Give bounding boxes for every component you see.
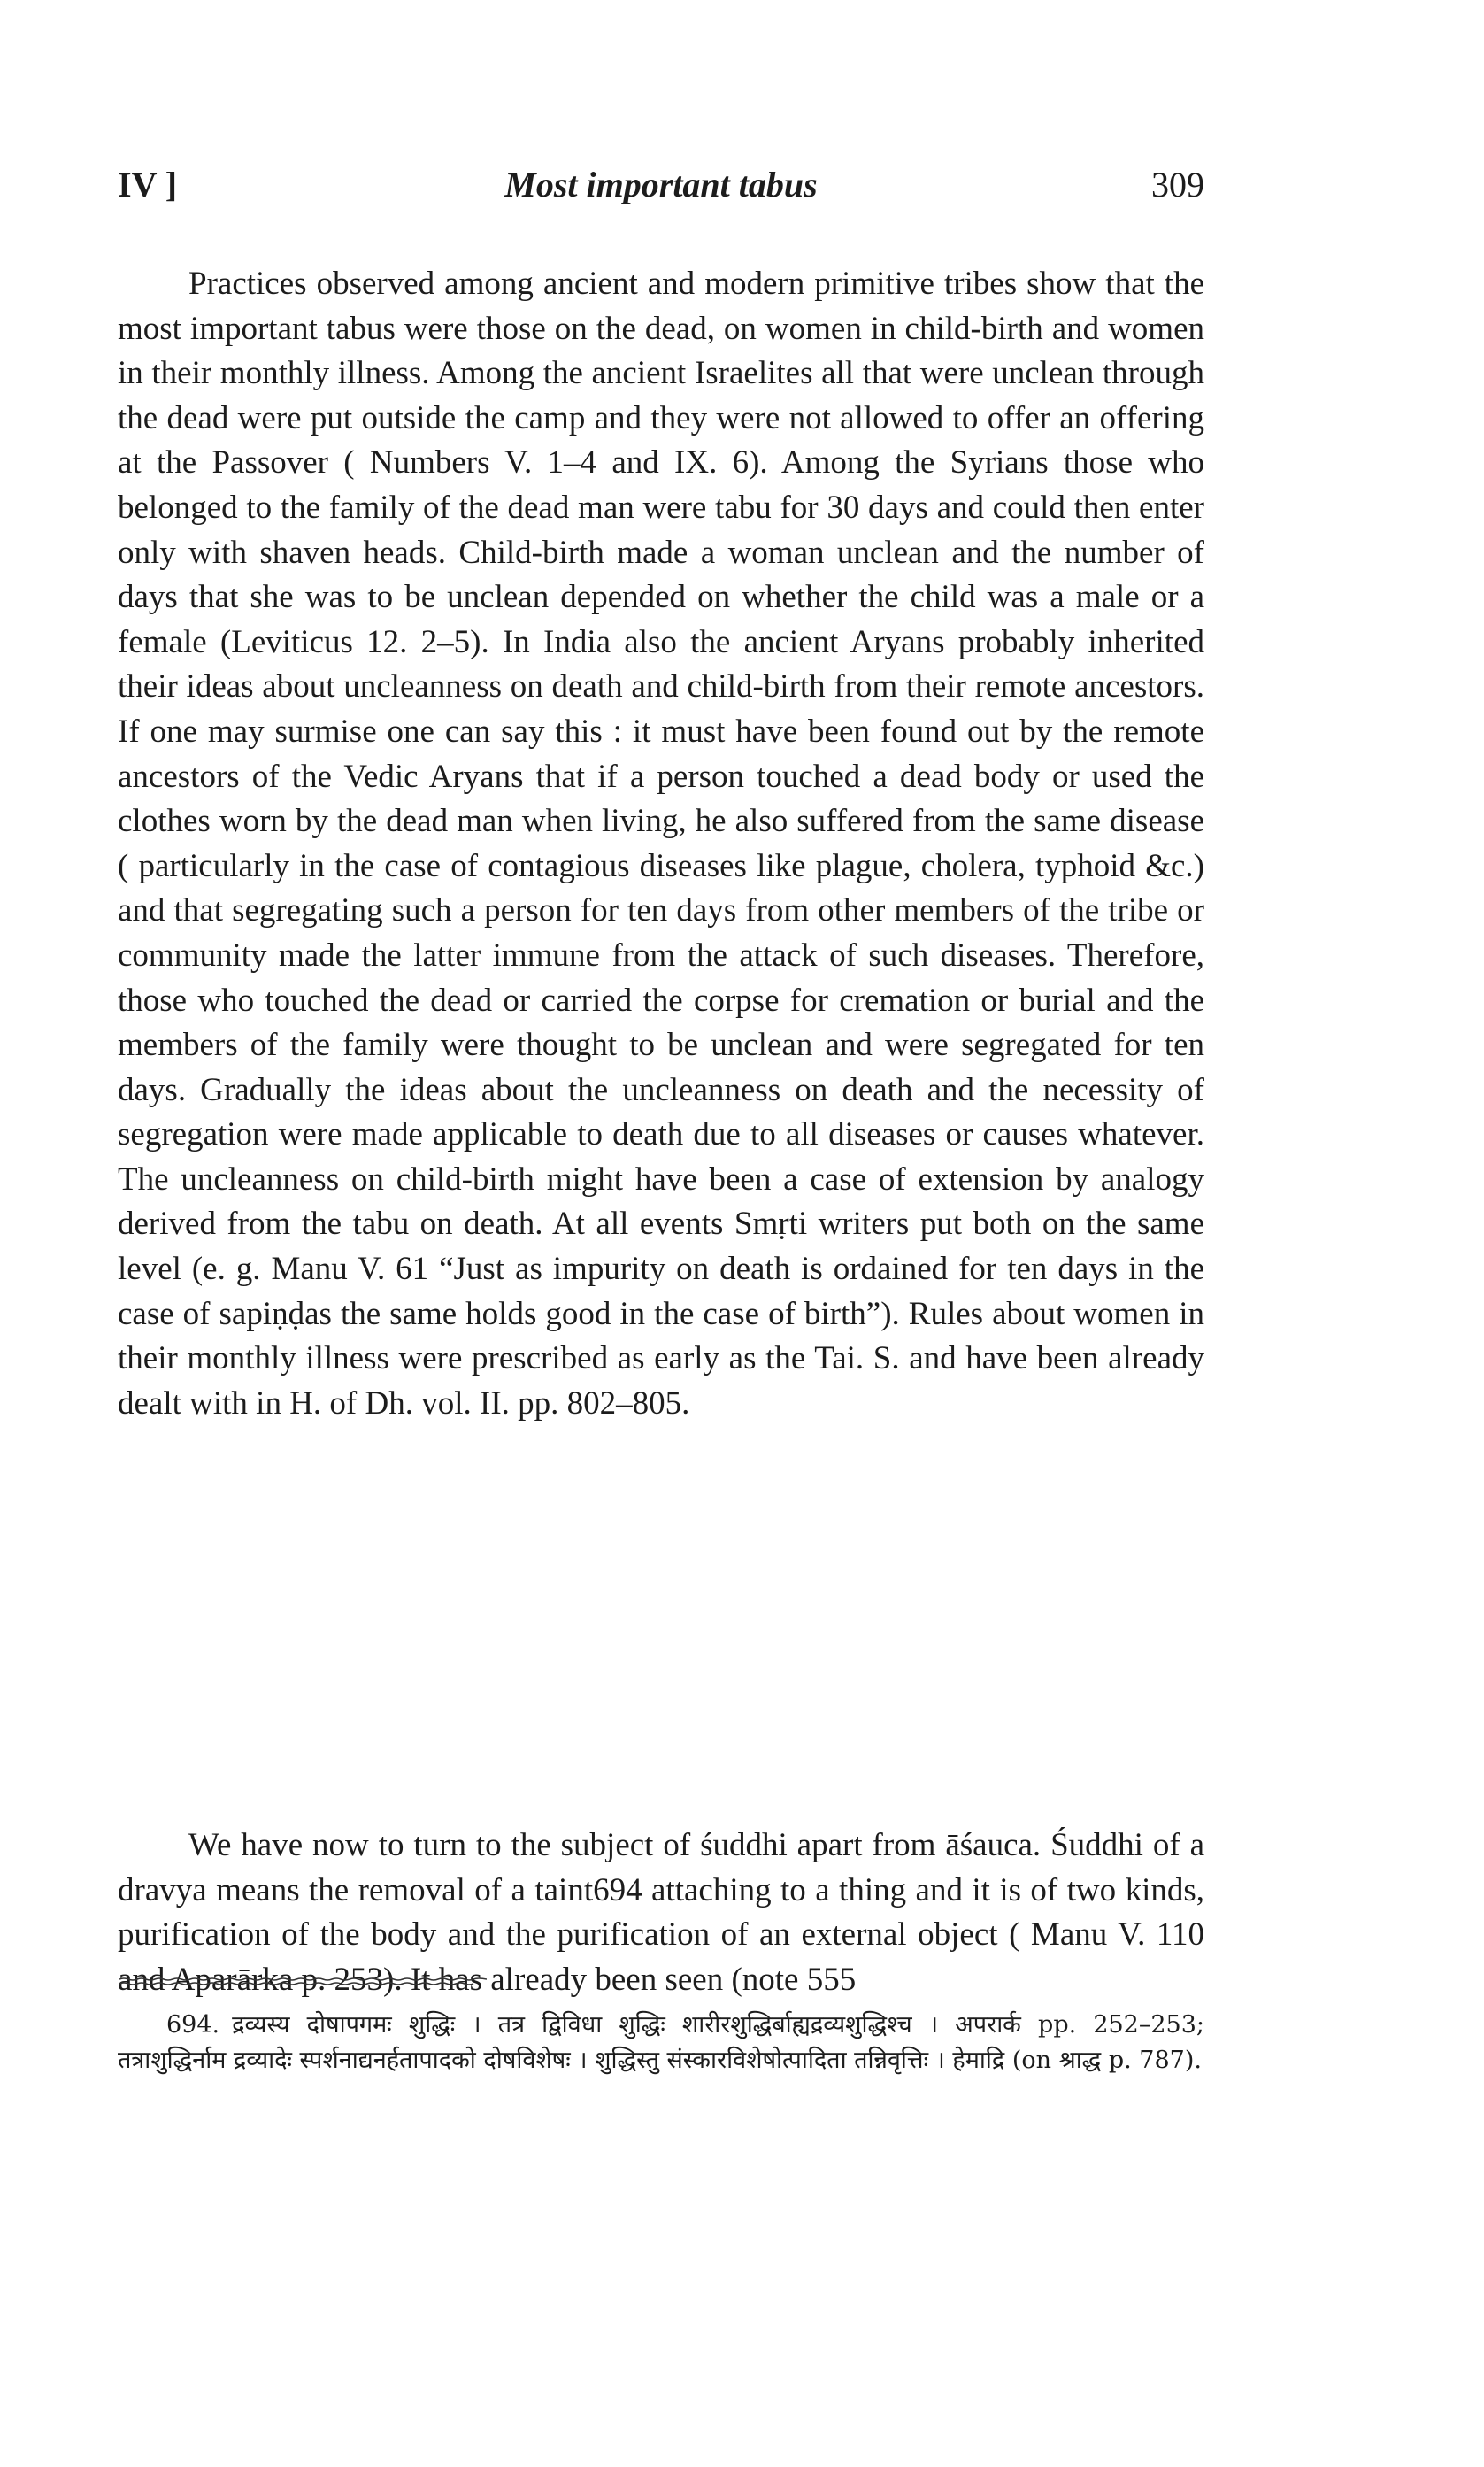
running-header (118, 164, 1204, 217)
paragraph-text: Practices observed among ancient and modern primitive tribes show that the most important tabus were those on the dead, on women in child-birth and women in their monthly illness. Among the ancient Israelites all that were unclean through the dead were put outside the camp and they were not allowed to offer an offering at the Passover ( Numbers V. 1–4 and IX. 6). Among the Syrians those who belonged to the family of the dead man were tabu for 30 days and could then enter only with shaven heads. Child-birth made a woman unclean and the number of days that she was to be unclean depended on whether the child was a male or a female (Leviticus 12. 2–5). In India also the ancient Aryans probably inherited their ideas about uncleanness on death and child-birth from their remote ancestors. If one may surmise one can say this : it must have been found out by the remote ancestors of the Vedic Aryans that if a person touched a dead body or used the clothes worn by the dead man when living, he also suffered from the same disease ( particularly in the case of contagious diseases like plague, cholera, typhoid &c.) and that segregating such a person for ten days from other members of the tribe or community made the latter immune from the attack of such diseases. Therefore, those who touched the dead or carried the corpse for cremation or burial and the members of the family were thought to be unclean and were segregated for ten days. Gradually the ideas about the uncleanness on death and the necessity of segregation were made applicable to death due to all diseases or causes whatever. The uncleanness on child-birth might have been a case of extension by analogy derived from the tabu on death. At all events Smṛti writers put both on the same level (e. g. Manu V. 61 “Just as impurity on death is ordained for ten days in the case of sapiṇḍas the same holds good in the case of birth”). Rules about women in their monthly illness were prescribed as early as the Tai. S. and have been already dealt with in H. of Dh. vol. II. pp. 802–805. (118, 266, 1204, 1422)
footnote-text: द्रव्यस्य दोषापगमः शुद्धिः । तत्र द्विविधा शुद्धिः शारीरशुद्धिर्बाह्यद्रव्यशुद्धिश्च । अपरार्क pp. 252–253; तत्राशुद्धिर्नाम द्रव्यादेः स्पर्शनाद्यनर्हतापादको दोषविशेषः । शुद्धिस्तु संस्कारविशेषोत्पादिता तन्निवृत्तिः । हेमाद्रि (on श्राद्ध p. 787). (118, 2011, 1204, 2074)
page-number: 309 (1151, 165, 1204, 204)
body-paragraph (118, 262, 1204, 1426)
running-title: Most important tabus (504, 165, 818, 204)
paragraph-text: We have now to turn to the subject of śuddhi apart from āśauca. Śuddhi of a dravya means the removal of a taint694 attaching to a thing and it is of two kinds, purification of the body and the purification of an external object ( Manu V. 110 and Aparārka p. 253). It has already been seen (note 555 (118, 1827, 1204, 1998)
footnote-separator-rule (119, 1977, 487, 1985)
chapter-number: IV ] (118, 165, 178, 204)
footnote-number: 694. (166, 2011, 220, 2039)
footnote (118, 2008, 1204, 2078)
